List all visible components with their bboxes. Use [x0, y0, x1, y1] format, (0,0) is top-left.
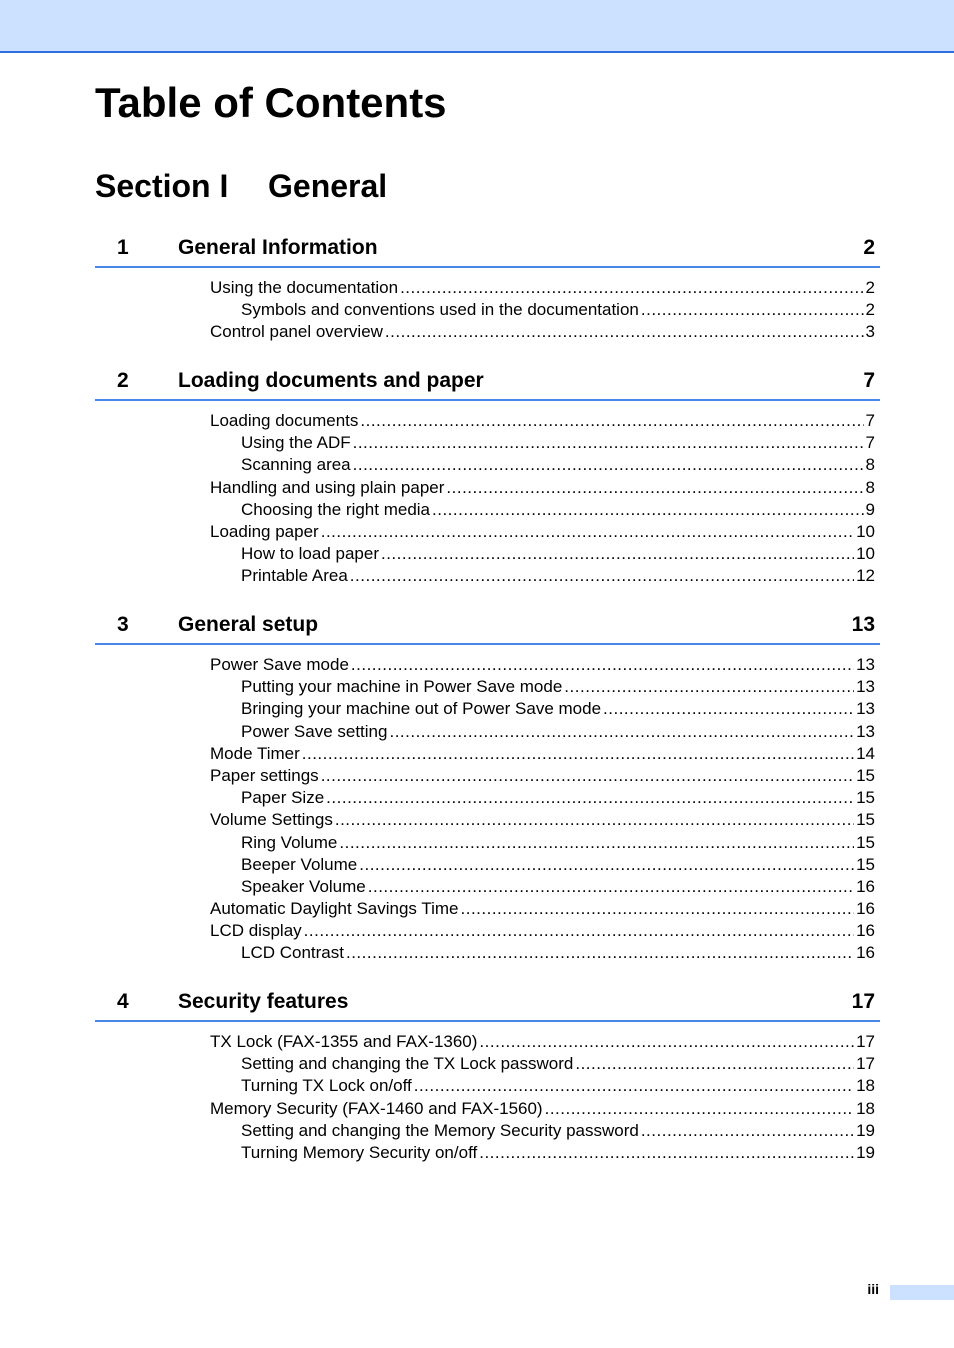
dot-leader — [564, 676, 854, 698]
entry-title: Ring Volume — [241, 832, 338, 852]
chapter-page: 2 — [863, 236, 875, 259]
chapter-2 — [95, 366, 880, 588]
chapter-page: 7 — [863, 369, 875, 392]
chapter-number: 3 — [117, 613, 129, 636]
footer-tab — [890, 1285, 954, 1300]
entry-title: LCD Contrast — [241, 943, 344, 963]
entry-page: 16 — [856, 921, 875, 941]
entry-title: Bringing your machine out of Power Save mode — [241, 699, 602, 719]
toc-entry[interactable] — [95, 499, 880, 521]
entry-page: 15 — [856, 854, 875, 874]
entry-page: 15 — [856, 832, 875, 852]
chapter-page: 13 — [851, 613, 875, 636]
entry-title: How to load paper — [241, 544, 379, 564]
entry-title: Mode Timer — [210, 743, 300, 763]
entry-page: 15 — [856, 788, 875, 808]
entry-page: 10 — [856, 521, 875, 541]
entry-title: Loading documents — [210, 411, 359, 430]
dot-leader — [304, 920, 854, 942]
chapter-entries — [95, 654, 880, 965]
entry-title: Setting and changing the Memory Security password — [241, 1120, 639, 1140]
toc-entry[interactable] — [95, 277, 880, 299]
dot-leader — [545, 1098, 854, 1120]
dot-leader — [641, 299, 864, 321]
dot-leader — [432, 499, 864, 521]
entry-page: 14 — [856, 743, 875, 763]
chapter-title: General setup — [178, 613, 319, 636]
dot-leader — [339, 832, 854, 854]
dot-leader — [368, 876, 854, 898]
toc-entry[interactable] — [95, 521, 880, 543]
entry-page: 7 — [865, 411, 875, 430]
dot-leader — [353, 454, 864, 476]
toc-entry[interactable] — [95, 898, 880, 920]
entry-title: LCD display — [210, 921, 302, 941]
entry-title: Loading paper — [210, 521, 319, 541]
chapter-entries — [95, 1031, 880, 1164]
toc-entry[interactable] — [95, 477, 880, 499]
toc-entry[interactable] — [95, 676, 880, 698]
entry-title: Turning TX Lock on/off — [241, 1076, 412, 1096]
toc-entry[interactable] — [95, 454, 880, 476]
dot-leader — [414, 1075, 854, 1097]
toc-entry[interactable] — [95, 721, 880, 743]
toc-entry[interactable] — [95, 565, 880, 587]
entry-title: Choosing the right media — [241, 499, 431, 519]
dot-leader — [335, 809, 854, 831]
dot-leader — [400, 277, 863, 299]
toc-entry[interactable] — [95, 321, 880, 343]
dot-leader — [346, 942, 854, 964]
entry-title: Paper Size — [241, 788, 325, 808]
entry-title: Automatic Daylight Savings Time — [210, 899, 459, 919]
entry-page: 16 — [856, 876, 875, 896]
chapter-title: General Information — [178, 236, 378, 259]
toc-entry[interactable] — [95, 787, 880, 809]
toc-entry[interactable] — [95, 698, 880, 720]
dot-leader — [302, 743, 854, 765]
dot-leader — [321, 765, 854, 787]
entry-title: Speaker Volume — [241, 876, 366, 896]
dot-leader — [321, 521, 854, 543]
toc-entry[interactable] — [95, 1031, 880, 1053]
entry-page: 16 — [856, 899, 875, 919]
dot-leader — [389, 721, 854, 743]
toc-entry[interactable] — [95, 1120, 880, 1142]
page-number: iii — [867, 1281, 879, 1297]
dot-leader — [575, 1053, 854, 1075]
toc-entry[interactable] — [95, 1098, 880, 1120]
dot-leader — [641, 1120, 854, 1142]
chapter-page: 17 — [851, 990, 875, 1013]
dot-leader — [326, 787, 854, 809]
chapter-4 — [95, 987, 880, 1164]
dot-leader — [351, 654, 854, 676]
entry-page: 15 — [856, 810, 875, 830]
toc-entry[interactable] — [95, 920, 880, 942]
entry-page: 13 — [856, 699, 875, 719]
chapter-number: 2 — [117, 369, 129, 392]
chapter-number: 1 — [117, 236, 129, 259]
entry-title: Turning Memory Security on/off — [241, 1142, 478, 1162]
entry-page: 19 — [856, 1142, 875, 1162]
entry-page: 8 — [865, 477, 875, 497]
entry-page: 3 — [865, 322, 875, 342]
entry-page: 17 — [856, 1054, 875, 1074]
entry-title: Volume Settings — [210, 810, 333, 830]
chapter-heading[interactable] — [95, 233, 880, 268]
entry-title: Using the ADF — [241, 433, 351, 453]
entry-title: Using the documentation — [210, 278, 399, 297]
entry-page: 15 — [856, 765, 875, 785]
dot-leader — [360, 410, 863, 432]
entry-page: 17 — [856, 1032, 875, 1051]
entry-page: 7 — [865, 433, 875, 453]
entry-title: Symbols and conventions used in the documentation — [241, 300, 639, 320]
entry-page: 12 — [856, 566, 875, 586]
entry-page: 8 — [865, 455, 875, 475]
dot-leader — [603, 698, 854, 720]
section-name: General — [268, 168, 388, 204]
dot-leader — [461, 898, 855, 920]
chapter-number: 4 — [117, 990, 129, 1013]
entry-title: Printable Area — [241, 566, 348, 586]
page-title: Table of Contents — [95, 79, 447, 126]
entry-page: 13 — [856, 677, 875, 697]
toc-entry[interactable] — [95, 1142, 880, 1164]
entry-page: 13 — [856, 721, 875, 741]
toc-entry[interactable] — [95, 743, 880, 765]
toc-entry[interactable] — [95, 832, 880, 854]
entry-title: Power Save mode — [210, 655, 349, 674]
toc-entry[interactable] — [95, 654, 880, 676]
entry-title: Scanning area — [241, 455, 351, 475]
entry-title: Paper settings — [210, 765, 319, 785]
toc-entry[interactable] — [95, 765, 880, 787]
chapter-entries — [95, 410, 880, 588]
toc-entry[interactable] — [95, 854, 880, 876]
dot-leader — [381, 543, 854, 565]
toc-entry[interactable] — [95, 1075, 880, 1097]
toc-entry[interactable] — [95, 876, 880, 898]
chapter-1 — [95, 233, 880, 344]
entry-title: Putting your machine in Power Save mode — [241, 677, 563, 697]
entry-title: Control panel overview — [210, 322, 383, 342]
toc-entry[interactable] — [95, 1053, 880, 1075]
entry-title: Memory Security (FAX-1460 and FAX-1560) — [210, 1098, 543, 1118]
entry-page: 16 — [856, 943, 875, 963]
dot-leader — [359, 854, 854, 876]
chapter-heading[interactable] — [95, 987, 880, 1022]
entry-page: 19 — [856, 1120, 875, 1140]
entry-title: Power Save setting — [241, 721, 388, 741]
dot-leader — [446, 477, 863, 499]
entry-title: Setting and changing the TX Lock password — [241, 1054, 574, 1074]
dot-leader — [353, 432, 864, 454]
toc-entry[interactable] — [95, 543, 880, 565]
chapter-title: Loading documents and paper — [178, 369, 484, 392]
dot-leader — [479, 1031, 854, 1053]
entry-page: 2 — [865, 300, 875, 320]
entry-title: Handling and using plain paper — [210, 477, 445, 497]
entry-page: 13 — [856, 655, 875, 674]
entry-page: 10 — [856, 544, 875, 564]
entry-title: TX Lock (FAX-1355 and FAX-1360) — [210, 1032, 478, 1051]
entry-page: 18 — [856, 1098, 875, 1118]
dot-leader — [479, 1142, 854, 1164]
toc-entry[interactable] — [95, 809, 880, 831]
section-heading — [95, 165, 387, 207]
entry-page: 2 — [865, 278, 875, 297]
chapter-heading[interactable] — [95, 366, 880, 401]
entry-page: 18 — [856, 1076, 875, 1096]
chapter-heading[interactable] — [95, 610, 880, 645]
toc-entry[interactable] — [95, 942, 880, 964]
section-label: Section I — [95, 168, 229, 204]
toc-entry[interactable] — [95, 410, 880, 432]
entry-title: Beeper Volume — [241, 854, 358, 874]
entry-page: 9 — [865, 499, 875, 519]
chapter-title: Security features — [178, 990, 349, 1013]
chapter-entries — [95, 277, 880, 344]
chapter-3 — [95, 610, 880, 965]
toc-entry[interactable] — [95, 299, 880, 321]
toc-entry[interactable] — [95, 432, 880, 454]
header-band — [0, 0, 954, 53]
dot-leader — [385, 321, 864, 343]
dot-leader — [350, 565, 854, 587]
